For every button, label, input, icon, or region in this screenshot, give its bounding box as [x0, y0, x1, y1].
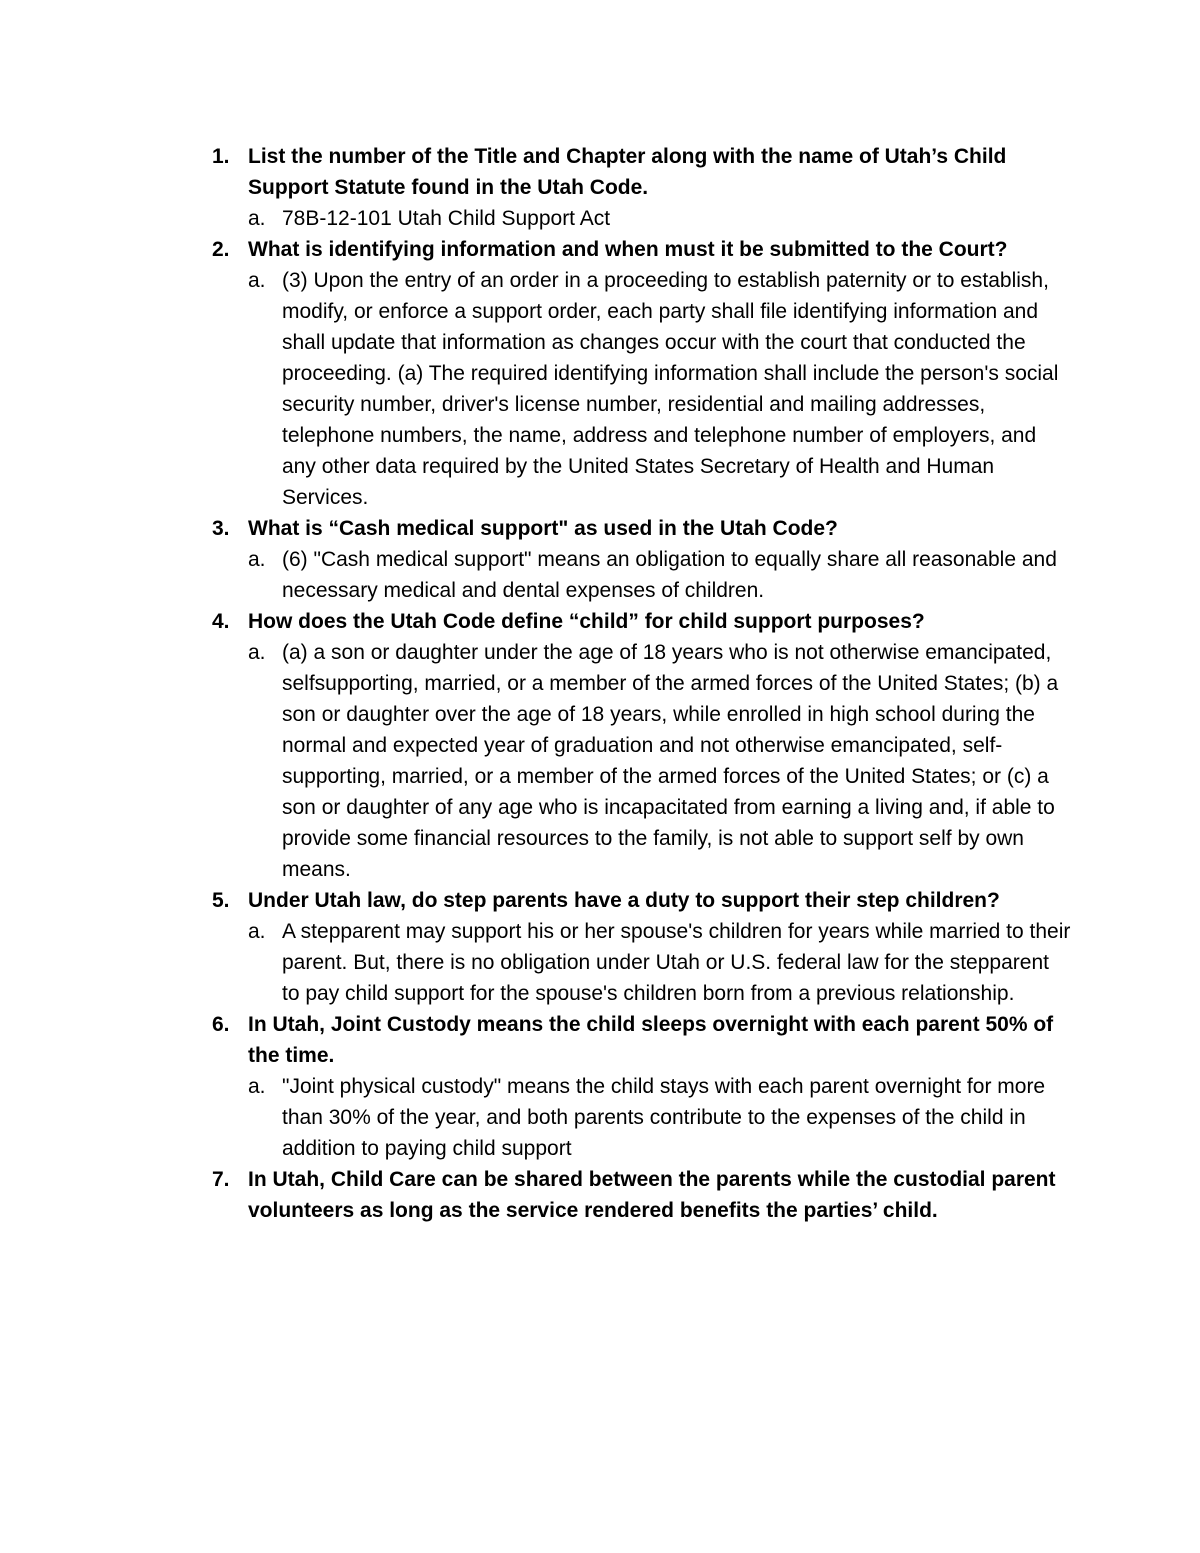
question-item-3	[212, 513, 1072, 606]
question-text: How does the Utah Code define “child” for child support purposes?	[248, 610, 925, 633]
question-item-5	[212, 885, 1072, 1009]
question-number: 6.	[212, 1013, 230, 1036]
answer-item	[248, 265, 1072, 513]
answer-item	[248, 916, 1072, 1009]
question-item-4	[212, 606, 1072, 885]
question-item-6	[212, 1009, 1072, 1164]
question-text: In Utah, Joint Custody means the child sleeps overnight with each parent 50% of the time.	[248, 1013, 1054, 1067]
question-item-2	[212, 234, 1072, 513]
answer-text: 78B-12-101 Utah Child Support Act	[282, 207, 611, 230]
answer-text: A stepparent may support his or her spouse's children for years while married to their parent. But, there is no obligation under Utah or U.S. federal law for the stepparent to pay child support for the spouse's children born from a previous relationship.	[282, 920, 1071, 1005]
answer-item	[248, 544, 1072, 606]
question-number: 2.	[212, 238, 230, 261]
answer-item	[248, 1071, 1072, 1164]
answer-text: (a) a son or daughter under the age of 18 years who is not otherwise emancipated, selfsupporting, married, or a member of the armed forces of the United States; (b) a son or daughter over the age of 18 years, while enrolled in high school during the normal and expected year of graduation and not otherwise emancipated, self-supporting, married, or a member of the armed forces of the United States; or (c) a son or daughter of any age who is incapacitated from earning a living and, if able to provide some financial resources to the family, is not able to support self by own means.	[282, 641, 1059, 881]
answer-text: (3) Upon the entry of an order in a proceeding to establish paternity or to establish, modify, or enforce a support order, each party shall file identifying information and shall update that information as changes occur with the court that conducted the proceeding. (a) The required identifying information shall include the person's social security number, driver's license number, residential and mailing addresses, telephone numbers, the name, address and telephone number of employers, and any other data required by the United States Secretary of Health and Human Services.	[282, 269, 1059, 509]
question-text: What is “Cash medical support" as used in the Utah Code?	[248, 517, 838, 540]
question-number: 4.	[212, 610, 230, 633]
question-number: 1.	[212, 145, 230, 168]
question-text: What is identifying information and when must it be submitted to the Court?	[248, 238, 1008, 261]
answer-text: "Joint physical custody" means the child stays with each parent overnight for more than 30% of the year, and both parents contribute to the expenses of the child in addition to paying child support	[282, 1075, 1046, 1160]
answer-text: (6) "Cash medical support" means an obligation to equally share all reasonable and necessary medical and dental expenses of children.	[282, 548, 1057, 602]
question-text: List the number of the Title and Chapter along with the name of Utah’s Child Support Statute found in the Utah Code.	[248, 145, 1007, 199]
question-list	[212, 141, 1072, 1226]
answer-item	[248, 203, 1072, 234]
question-number: 5.	[212, 889, 230, 912]
question-number: 3.	[212, 517, 230, 540]
answer-letter: a.	[248, 641, 266, 664]
question-text: Under Utah law, do step parents have a duty to support their step children?	[248, 889, 1000, 912]
question-item-1	[212, 141, 1072, 234]
answer-letter: a.	[248, 269, 266, 292]
answer-letter: a.	[248, 548, 266, 571]
question-text: In Utah, Child Care can be shared between the parents while the custodial parent volunteers as long as the service rendered benefits the parties’ child.	[248, 1168, 1056, 1222]
question-number: 7.	[212, 1168, 230, 1191]
answer-letter: a.	[248, 920, 266, 943]
answer-item	[248, 637, 1072, 885]
question-item-7	[212, 1164, 1072, 1226]
answer-letter: a.	[248, 1075, 266, 1098]
answer-letter: a.	[248, 207, 266, 230]
